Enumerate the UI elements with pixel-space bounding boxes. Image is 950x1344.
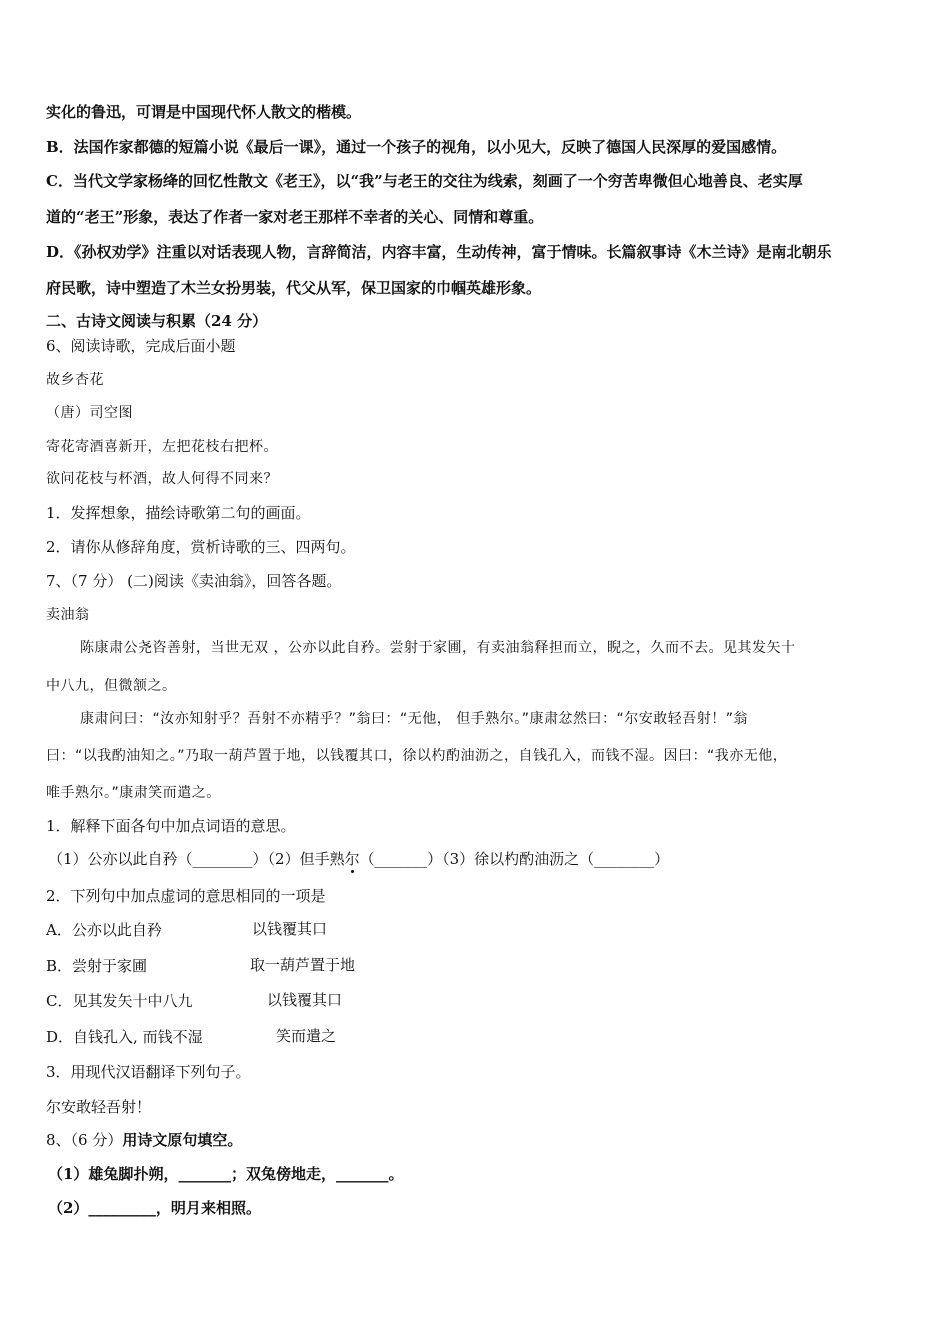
choice-d-left: D．自钱孔入, 而钱不湿 [46, 1028, 203, 1046]
q7-text-title: 卖油翁 [46, 607, 90, 623]
q7-sub1-item-3: （3）徐以杓酌油沥之（________） [442, 850, 670, 868]
q8-item-2: （2）_________，明月来相照。 [48, 1199, 261, 1217]
q7-sub1-item-2-post: （_______） [359, 850, 443, 868]
q7-sub3: 3．用现代汉语翻译下列句子。 [46, 1063, 251, 1081]
poem-line-1: 寄花寄酒喜新开，左把花枝右把杯。 [46, 439, 278, 455]
choice-b-right: 取一葫芦置于地 [250, 956, 356, 974]
q7-para2-line3: 唯手熟尔。”康肃笑而遣之。 [46, 785, 221, 801]
option-d-line2: 府民歌，诗中塑造了木兰女扮男装，代父从军，保卫国家的巾帼英雄形象。 [46, 279, 542, 297]
section2-heading: 二、古诗文阅读与积累（24 分） [46, 312, 268, 330]
option-c-line2: 道的“老王”形象，表达了作者一家对老王那样不幸者的关心、同情和尊重。 [46, 208, 544, 226]
choice-a-right: 以钱覆其口 [252, 920, 328, 938]
q7-sub1-items [48, 849, 669, 869]
q7-sub1-item-1: （1）公亦以此自矜（________） [48, 850, 268, 868]
option-c-line1: C．当代文学家杨绛的回忆性散文《老王》，以“我”与老王的交往为线索，刻画了一个穷苦卑微但心地善良、老实厚 [46, 172, 803, 190]
option-b: B．法国作家都德的短篇小说《最后一课》，通过一个孩子的视角，以小见大，反映了德国人民深厚的爱国感情。 [46, 138, 787, 156]
poem-line-2: 欲问花枝与杯酒，故人何得不同来？ [46, 471, 278, 487]
q7-prompt: 7、（7 分） (二)阅读《卖油翁》，回答各题。 [46, 572, 342, 590]
choice-c-right: 以钱覆其口 [267, 991, 343, 1009]
q8-prompt [46, 1130, 242, 1150]
q7-para1-line2: 中八九，但微颔之。 [46, 678, 177, 694]
option-d-line1: D．《孙权劝学》注重以对话表现人物，言辞简洁，内容丰富，生动传神，富于情味。长篇叙事诗《木兰诗》是南北朝乐 [46, 243, 832, 261]
choice-c-left: C．见其发矢十中八九 [46, 992, 193, 1010]
section1-intro-tail: 实化的鲁迅，可谓是中国现代怀人散文的楷模。 [46, 103, 362, 121]
q7-para1-line1: 陈康肃公尧咨善射，当世无双 ，公亦以此自矜。尝射于家圃，有卖油翁释担而立，睨之，久而不去。见其发矢十 [80, 640, 796, 656]
q7-para2-line1: 康肃问曰：“汝亦知射乎？吾射不亦精乎？”翁曰：“无他， 但手熟尔。”康肃忿然曰：“尔安敢轻吾射！”翁 [80, 711, 748, 727]
q8-prompt-instruction: 用诗文原句填空。 [122, 1131, 243, 1149]
q7-para2-line2: 曰：“以我酌油知之。”乃取一葫芦置于地，以钱覆其口，徐以杓酌油沥之，自钱孔入，而钱不湿。因曰：“我亦无他， [46, 748, 788, 764]
q8-prompt-number: 8、（6 分） [46, 1131, 123, 1149]
q8-item-1: （1）雄兔脚扑朔，_______；双兔傍地走，_______。 [48, 1165, 404, 1183]
choice-b-left: B．尝射于家圃 [46, 957, 148, 975]
q6-prompt: 6、阅读诗歌，完成后面小题 [46, 337, 236, 355]
q7-sub3-sentence: 尔安敢轻吾射！ [46, 1098, 152, 1116]
q7-sub1-item-2-pre: （2）但手熟 [267, 850, 345, 868]
q7-sub2: 2．下列句中加点虚词的意思相同的一项是 [46, 887, 326, 905]
choice-d-right: 笑而遣之 [276, 1027, 337, 1045]
q6-sub1: 1．发挥想象，描绘诗歌第二句的画面。 [46, 504, 311, 522]
poem-author: （唐）司空图 [46, 405, 133, 421]
q6-sub2: 2．请你从修辞角度，赏析诗歌的三、四两句。 [46, 538, 356, 556]
poem-title: 故乡杏花 [46, 372, 104, 388]
q7-sub1: 1．解释下面各句中加点词语的意思。 [46, 817, 296, 835]
choice-a-left: A．公亦以此自矜 [46, 921, 162, 939]
q7-sub1-item-2-dotted-word: 尔 [344, 850, 360, 868]
